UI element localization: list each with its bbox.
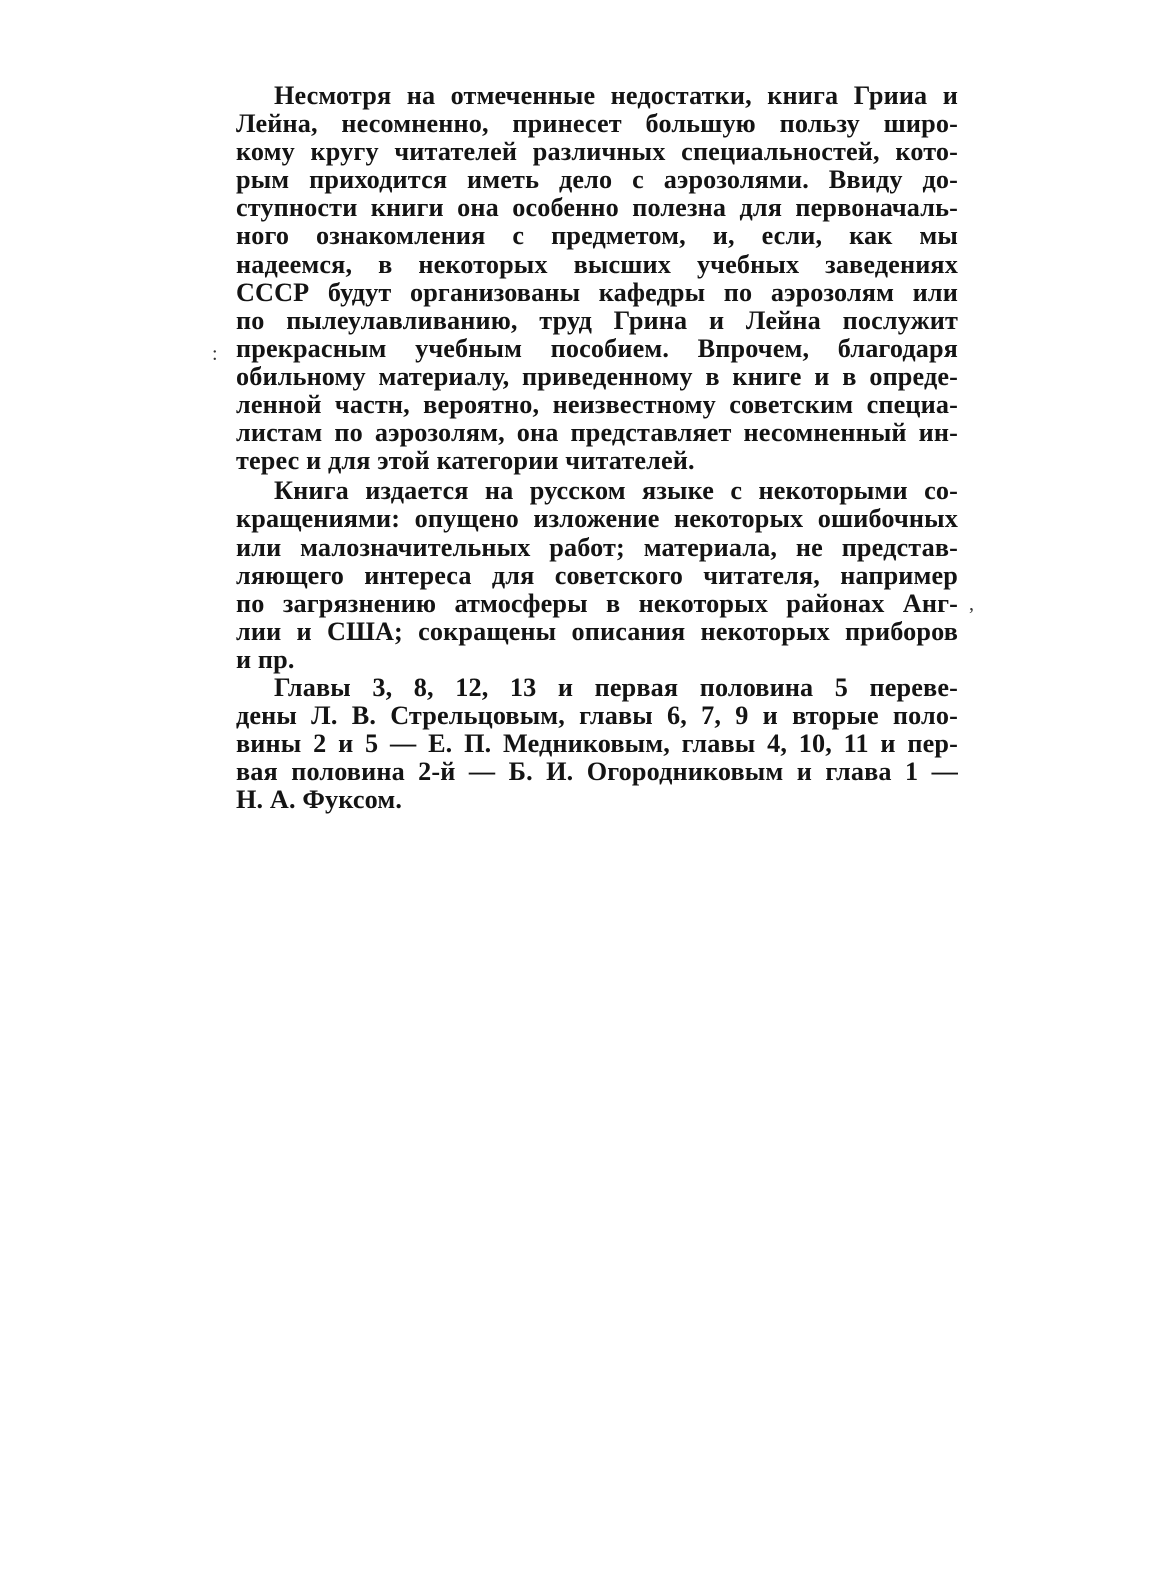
- text-line: Главы 3, 8, 12, 13 и первая половина 5 переве-: [274, 672, 958, 702]
- paragraph-2: [236, 477, 958, 674]
- text-line: Н. А. Фуксом.: [236, 785, 403, 815]
- text-line: дены Л. В. Стрельцовым, главы 6, 7, 9 и вторые поло-: [236, 701, 958, 731]
- text-line: по загрязнению атмосферы в некоторых районах Анг-: [236, 588, 958, 618]
- text-line: лии и США; сокращены описания некоторых приборов: [236, 616, 958, 646]
- text-line: рым приходится иметь дело с аэрозолями. Ввиду до-: [236, 165, 958, 195]
- text-line: Несмотря на отмеченные недостатки, книга Грииа и: [274, 81, 958, 110]
- text-line: кращениями: опущено изложение некоторых ошибочных: [236, 504, 958, 534]
- paragraph-1: [236, 82, 958, 475]
- paragraph-3: [236, 674, 958, 814]
- text-line: надеемся, в некоторых высших учебных заведениях: [236, 249, 958, 279]
- margin-speck-right: ,: [969, 593, 974, 615]
- text-line: кому кругу читателей различных специальностей, кото-: [236, 137, 958, 167]
- text-line: ступности книги она особенно полезна для первоначаль-: [236, 193, 958, 223]
- text-line: и пр.: [236, 644, 295, 674]
- text-line: вая половина 2-й — Б. И. Огородниковым и глава 1 —: [236, 757, 958, 787]
- text-line: терес и для этой категории читателей.: [236, 446, 695, 476]
- text-line: ляющего интереса для советского читателя, например: [236, 560, 958, 590]
- text-line: или малозначительных работ; материала, не представ-: [236, 532, 958, 562]
- margin-speck-left: :: [212, 343, 218, 365]
- text-line: Лейна, несомненно, принесет большую пользу широ-: [236, 109, 958, 139]
- text-line: листам по аэрозолям, она представляет несомненный ин-: [236, 418, 958, 448]
- text-line: ного ознакомления с предметом, и, если, как мы: [236, 221, 958, 251]
- text-line: ленной частн, вероятно, неизвестному советским специа-: [236, 390, 958, 420]
- text-line: вины 2 и 5 — Е. П. Медниковым, главы 4, 10, 11 и пер-: [236, 729, 958, 759]
- text-line: СССР будут организованы кафедры по аэрозолям или: [236, 277, 958, 307]
- text-line: Книга издается на русском языке с некоторыми со-: [274, 476, 958, 506]
- text-line: по пылеулавливанию, труд Грина и Лейна послужит: [236, 305, 958, 335]
- body-text: [236, 82, 958, 814]
- text-line: прекрасным учебным пособием. Впрочем, благодаря: [236, 333, 958, 363]
- text-line: обильному материалу, приведенному в книге и в опреде-: [236, 361, 958, 391]
